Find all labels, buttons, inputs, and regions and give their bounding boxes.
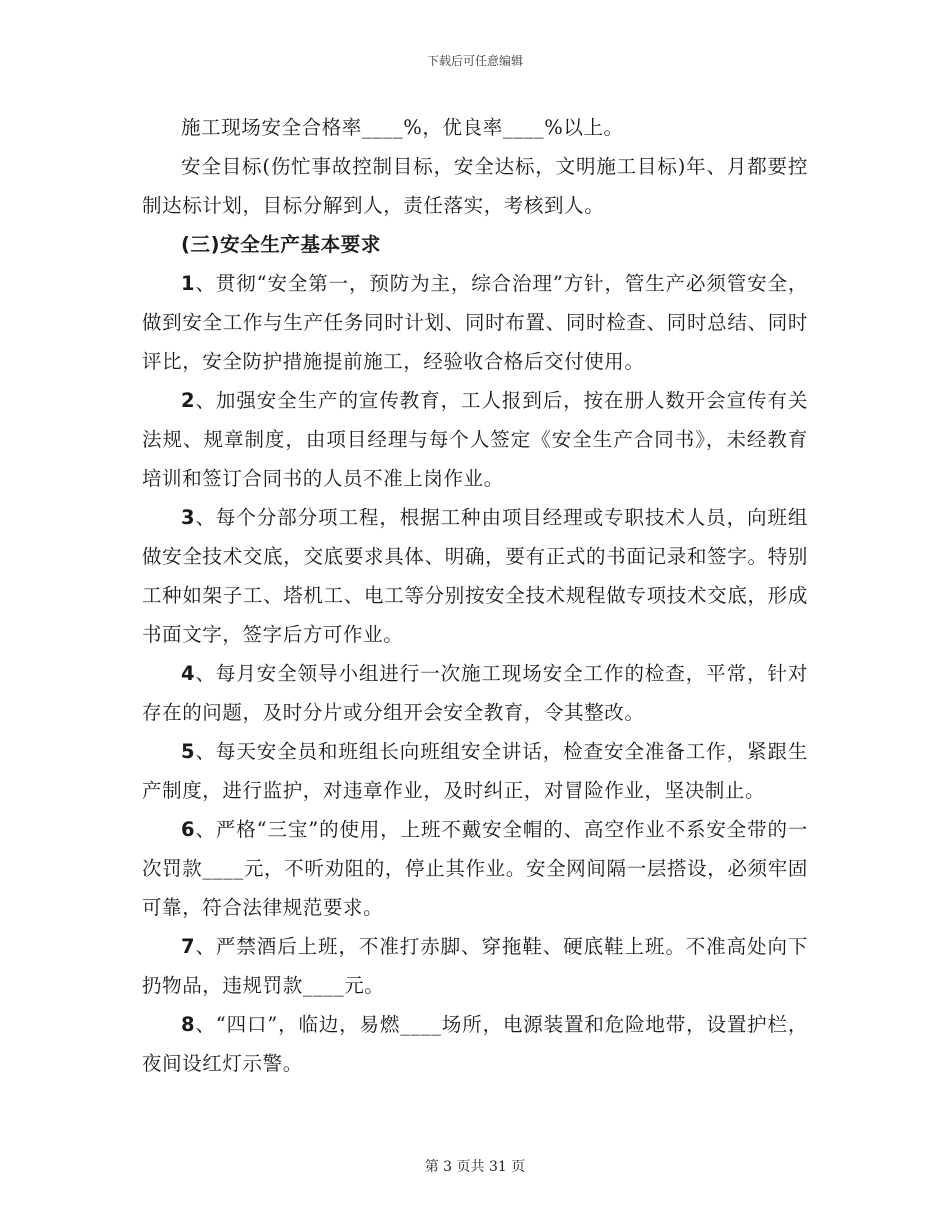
- list-item-text: 、每月安全领导小组进行一次施工现场安全工作的检查，平常，针对存在的问题，及时分片或分组开会安全教育，令其整改。: [142, 662, 808, 724]
- list-item-8: [142, 1005, 808, 1083]
- list-item-4: [142, 654, 808, 732]
- list-item-3: [142, 498, 808, 654]
- list-item-1: [142, 264, 808, 381]
- list-item-text: 、严格“三宝”的使用，上班不戴安全帽的、高空作业不系安全带的一次罚款____元，不听劝阻的，停止其作业。安全网间隔一层搭设，必须牢固可靠，符合法律规范要求。: [142, 818, 808, 919]
- list-item-number: 1: [181, 272, 196, 295]
- list-item-text: 、每天安全员和班组长向班组安全讲话，检查安全准备工作，紧跟生产制度，进行监护，对违章作业，及时纠正，对冒险作业，坚决制止。: [142, 740, 808, 802]
- document-body: [142, 108, 808, 1083]
- paragraph-text: 安全目标(伤忙事故控制目标，安全达标，文明施工目标)年、月都要控制达标计划，目标分解到人，责任落实，考核到人。: [142, 155, 808, 217]
- paragraph-text: 施工现场安全合格率____%，优良率____%以上。: [181, 116, 624, 139]
- list-item-text: 、“四口”，临边，易燃____场所，电源装置和危险地带，设置护栏，夜间设红灯示警。: [142, 1013, 808, 1075]
- paragraph-safety-goals: [142, 147, 808, 225]
- list-item-7: [142, 927, 808, 1005]
- section-heading-text: (三)安全生产基本要求: [181, 233, 381, 256]
- list-item-text: 、严禁酒后上班，不准打赤脚、穿拖鞋、硬底鞋上班。不准高处向下扔物品，违规罚款____元。: [142, 935, 808, 997]
- list-item-text: 、加强安全生产的宣传教育，工人报到后，按在册人数开会宣传有关法规、规章制度，由项目经理与每个人签定《安全生产合同书》，未经教育培训和签订合同书的人员不准上岗作业。: [142, 389, 808, 490]
- page-footer: 第 3 页共 31 页: [424, 1159, 526, 1175]
- list-item-number: 4: [181, 662, 196, 685]
- list-item-number: 6: [181, 818, 196, 841]
- paragraph-pass-rate: [142, 108, 808, 147]
- list-item-number: 5: [181, 740, 196, 763]
- list-item-number: 7: [181, 935, 196, 958]
- list-item-number: 2: [181, 389, 196, 412]
- list-item-6: [142, 810, 808, 927]
- list-item-2: [142, 381, 808, 498]
- list-item-number: 3: [181, 506, 196, 529]
- page-header: 下载后可任意编辑: [426, 54, 523, 68]
- list-item-number: 8: [181, 1013, 196, 1036]
- section-heading: [142, 225, 808, 264]
- list-item-5: [142, 732, 808, 810]
- list-item-text: 、贯彻“安全第一，预防为主，综合治理”方针，管生产必须管安全，做到安全工作与生产任务同时计划、同时布置、同时检查、同时总结、同时评比，安全防护措施提前施工，经验收合格后交付使用。: [142, 272, 808, 373]
- list-item-text: 、每个分部分项工程，根据工种由项目经理或专职技术人员，向班组做安全技术交底，交底要求具体、明确，要有正式的书面记录和签字。特别工种如架子工、塔机工、电工等分别按安全技术规程做专项技术交底，形成书面文字，签字后方可作业。: [142, 506, 808, 646]
